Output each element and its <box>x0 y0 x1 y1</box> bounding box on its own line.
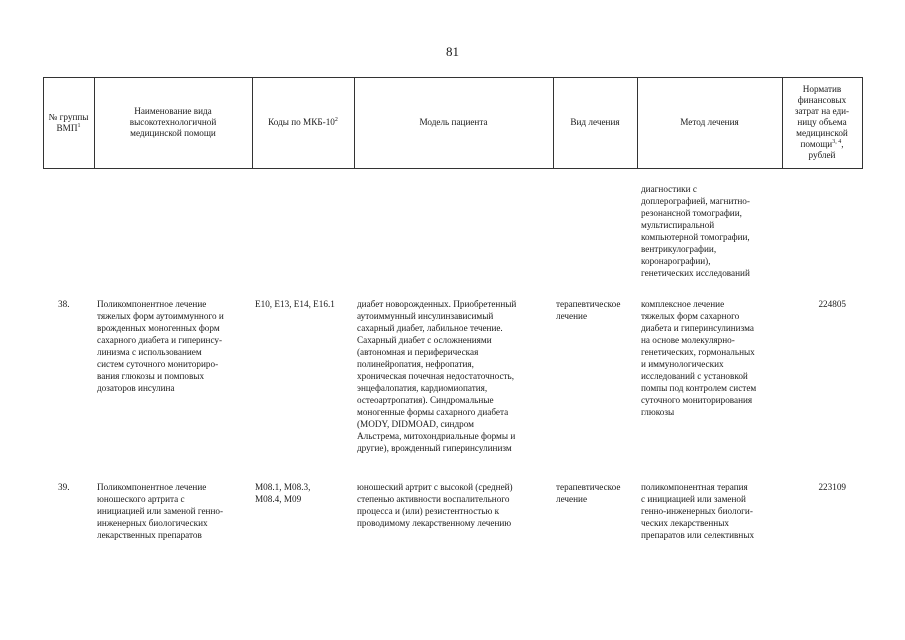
header-icd-codes: Коды по МКБ-$10^2$ <box>268 116 338 127</box>
row-38-number: 38. <box>58 299 70 309</box>
column-divider <box>862 77 863 168</box>
row-38-treatment-type: терапевтическое лечение <box>556 299 621 321</box>
row-38-method: комплексное лечение тяжелых форм сахарного диабета и гиперинсулинизма на основе молекулярно- генетических, гормональных и иммунологических исследований с установкой помпы под контролем систем суточного мониторирования глюкозы <box>641 299 757 417</box>
row-38-model: диабет новорожденных. Приобретенный аутоиммунный инсулинзависимый сахарный диабет, лабильное течение. Сахарный диабет с осложнениями (автономная и периферическая полинейропатия, нефропатия, хроническая почечная недостаточность, энцефалопатия, кардиомиопатия, остеоартропатия). Синдромальные моногенные формы сахарного диабета (MODY, DIDMOAD, синдром Альстрема, митохондриальные формы и другие), врожденный гиперинсулинизм <box>357 299 517 453</box>
header-treatment-method: Метод лечения <box>680 117 739 127</box>
row-38-codes: E10, E13, E14, E16.1 <box>255 299 335 309</box>
row-39-name: Поликомпонентное лечение юношеского артрита с инициацией или заменой генно- инженерных биологических лекарственных препаратов <box>97 482 224 540</box>
row-39-codes: M08.1, M08.3, M08.4, M09 <box>255 482 311 504</box>
table-header-bottom-border <box>43 168 863 169</box>
header-patient-model: Модель пациента <box>419 117 488 127</box>
header-care-type: Наименование вида высокотехнологичной медицинской помощи <box>129 106 217 138</box>
row-38-name: Поликомпонентное лечение тяжелых форм аутоиммунного и врожденных моногенных форм сахарного диабета и гиперинсу- линизма с использованием систем суточного мониториро- вания глюкозы и помповых дозаторов инсулина <box>97 299 224 393</box>
row-39-treatment-type: терапевтическое лечение <box>556 482 621 504</box>
header-treatment-type: Вид лечения <box>570 117 620 127</box>
row-39-number: 39. <box>58 482 70 492</box>
header-group-number: № группы ВМП$^1$ <box>48 111 89 133</box>
row-39-model: юношеский артрит с высокой (средней) степенью активности воспалительного процесса и (или) резистентностью к проводимому лекарственному лечению <box>357 482 513 528</box>
page-number: 81 <box>446 44 459 59</box>
continuation-method-text: диагностики с доплерографией, магнитно- резонансной томографии, мультиспиральной компьютерной томографии, вентрикулографии, коронарографии), генетических исследований <box>641 184 750 278</box>
row-38-norm: 224805 <box>818 299 846 309</box>
header-financial-norm: Норматив финансовых затрат на еди-ницу объема медицинской помощи$^{3, 4}$, рублей <box>794 84 850 160</box>
row-39-method: поликомпонентная терапия с инициацией или заменой генно-инженерных биологи- ческих лекарственных препаратов или селективных <box>641 482 755 540</box>
row-39-norm: 223109 <box>818 482 846 492</box>
